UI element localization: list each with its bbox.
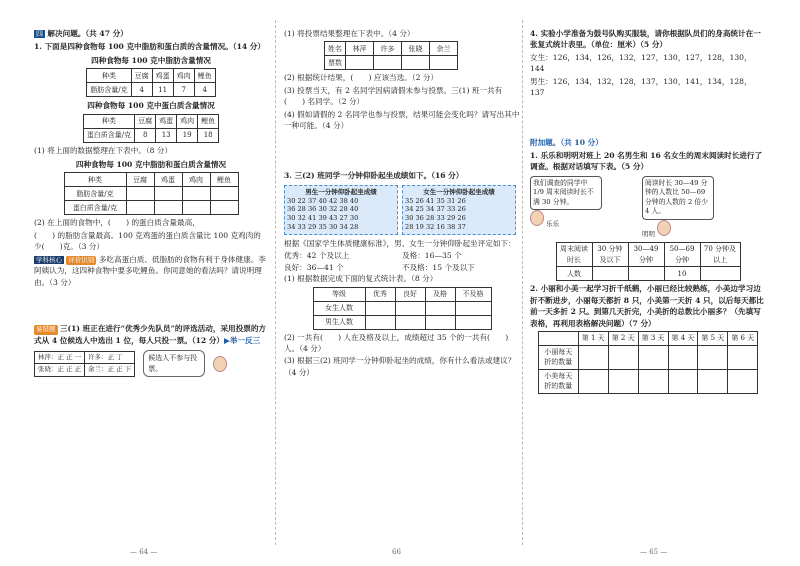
protein-table (83, 114, 219, 143)
answer-cell[interactable] (430, 56, 458, 70)
score-boxes (284, 185, 520, 235)
question-1-1: (1) 将上面的数据整理在下表中。（8 分） (34, 145, 173, 155)
answer-cell[interactable] (365, 301, 395, 315)
level-grid (284, 250, 520, 273)
question-2-1: (1) 将投票结果整理在下表中。（4 分） (284, 29, 415, 38)
extra-title: 附加题。（共 10 分） (530, 138, 603, 148)
cell: 70 分钟及以上 (700, 243, 740, 267)
page-number-mid: 66 (392, 548, 401, 556)
cell: 林萍：正 正 一 (35, 351, 85, 364)
cell: 19 (177, 128, 198, 142)
middle-column (284, 28, 520, 379)
answer-cell[interactable] (154, 201, 182, 215)
cell: 豆腐 (135, 114, 156, 128)
cell: 等级 (313, 287, 365, 301)
corner-cell (538, 331, 578, 345)
score-row: 30 32 41 39 43 27 30 (287, 214, 359, 223)
cell: 鲤鱼 (194, 69, 215, 83)
cell: 7 (173, 83, 194, 97)
extra-question-2: 2. 小丽和小美一起学习折千纸鹤，小丽已经比较熟练，小美边学习边折不断进步，小丽每天都折 8 只，小美第一天折 4 只，以后每天都比前一天多折 2 只。到第几天折完，小美折的总数比小丽多？（先填写表格，再利用表格解决问题）（7 分） (530, 284, 764, 328)
kid-name: 乐乐 (546, 220, 560, 229)
boys-heights: 男生：126，134，132，128，137，130，141，134，128，137 (530, 76, 752, 97)
score-row: 34 25 34 37 33 26 (405, 205, 466, 214)
answer-cell[interactable] (578, 345, 608, 369)
cell: 许多：正 丁 (85, 351, 135, 364)
cell: 50—69 分钟 (664, 243, 700, 267)
cell: 鸡肉 (177, 114, 198, 128)
extra-question-1: 1. 乐乐和明明对班上 20 名男生和 16 名女生的周末阅读时长进行了调查。根据对话填写下表。（5 分） (530, 150, 763, 172)
right-column (530, 28, 766, 396)
answer-cell[interactable] (395, 315, 425, 329)
related-link[interactable]: ▶举一反三 (224, 335, 261, 345)
answer-cell[interactable] (210, 187, 238, 201)
answer-cell[interactable] (346, 56, 374, 70)
crane-table (538, 331, 758, 394)
score-row: 30 36 28 33 29 26 (405, 214, 466, 223)
cell: 鸡肉 (182, 173, 210, 187)
cell: 鲤鱼 (198, 114, 219, 128)
score-row: 35 26 41 35 31 26 (405, 196, 466, 205)
cell: 许多 (374, 42, 402, 56)
cell: 鸡肉 (173, 69, 194, 83)
cell: 人数 (556, 267, 592, 281)
answer-cell[interactable] (728, 369, 758, 393)
speech-mingming: 阅读时长 30—49 分钟的人数比 50—69 分钟的人数的 2 倍少 4 人。 (642, 176, 714, 220)
answer-cell[interactable] (728, 345, 758, 369)
cell: 优秀 (365, 287, 395, 301)
answer-cell[interactable] (638, 345, 668, 369)
cell: 不及格 (455, 287, 491, 301)
section-badge: 四 (36, 30, 43, 38)
page-number-left: — 64 — (130, 548, 158, 556)
answer-cell[interactable] (425, 315, 455, 329)
question-1-3: 多吃高蛋白质、低脂肪的食物有利于身体健康。李阿姨认为，这四种食物中要多吃鲤鱼。你同意她的看法吗？请说明理由。（3 分） (34, 254, 266, 287)
level-table (313, 287, 492, 330)
cell: 小美每天折的数量 (538, 369, 578, 393)
fat-table (86, 68, 215, 97)
answer-cell[interactable] (628, 267, 664, 281)
cell: 种类 (64, 173, 126, 187)
answer-cell[interactable] (455, 301, 491, 315)
cell: 鸡蛋 (156, 114, 177, 128)
question-1-2b: ( ) 的脂肪含量最高。100 克鸡蛋的蛋白质含量比 100 克鸡肉的少( )克。（3 分） (34, 230, 261, 252)
girl-scores (402, 185, 516, 235)
kid-mingming (642, 220, 714, 240)
cell: 余兰：正 正 下 (85, 364, 135, 377)
answer-cell[interactable] (700, 267, 740, 281)
answer-cell[interactable] (668, 369, 698, 393)
answer-cell[interactable] (395, 301, 425, 315)
answer-cell[interactable] (402, 56, 430, 70)
cell: 脂肪含量/克 (87, 83, 131, 97)
cell: 豆腐 (126, 173, 154, 187)
vote-tally-table (34, 351, 135, 378)
speech-lele: 我们调查的同学中 1/9 周末阅读时长不满 30 分钟。 (530, 176, 602, 211)
cell: 余兰 (430, 42, 458, 56)
answer-cell[interactable] (455, 315, 491, 329)
cell: 第 2 天 (608, 331, 638, 345)
answer-cell[interactable] (638, 369, 668, 393)
answer-cell[interactable] (608, 345, 638, 369)
kid-lele (530, 210, 602, 230)
tag-badge: 评价识别 (68, 255, 95, 264)
cell: 鸡蛋 (152, 69, 173, 83)
girls-heights: 女生：126，134，126，132，127，130，127，128，130，144 (530, 52, 752, 74)
section-title: 解决问题。（共 47 分） (47, 29, 128, 38)
level: 良好：36—41 个 (284, 262, 344, 272)
cell: 张晓 (402, 42, 430, 56)
speech-bubble: 候选人不参与投票。 (143, 350, 205, 377)
answer-cell[interactable] (126, 201, 154, 215)
cell: 4 (131, 83, 152, 97)
answer-cell[interactable] (210, 201, 238, 215)
question-2-4: (4) 假如请假的 2 名同学也参与投票，结果可能会变化吗？请写出其中一种可能。（4 分） (284, 109, 520, 130)
answer-cell[interactable] (592, 267, 628, 281)
cell: 10 (664, 267, 700, 281)
cell: 票数 (325, 56, 346, 70)
cell: 周末阅读时长 (556, 243, 592, 267)
score-row: 30 22 37 40 42 38 40 (287, 196, 359, 205)
cell: 鲤鱼 (210, 173, 238, 187)
cell: 蛋白质含量/克 (83, 128, 134, 142)
cell: 13 (156, 128, 177, 142)
boy-title: 男生一分钟仰卧起坐成绩 (305, 187, 377, 196)
dialogue (530, 176, 766, 240)
vote-table (324, 41, 458, 70)
score-row: 34 33 29 35 30 34 28 (287, 223, 359, 232)
answer-cell[interactable] (698, 369, 728, 393)
question-2: 三(1) 班正在进行“优秀少先队员”的评选活动，采用投票的方式从 4 位候选人中选出 1 位，每人只投一票。（12 分） (34, 324, 267, 345)
cell: 第 6 天 (728, 331, 758, 345)
cell: 8 (135, 128, 156, 142)
cell: 第 5 天 (698, 331, 728, 345)
level: 不及格：15 个及以下 (402, 262, 475, 272)
answer-cell[interactable] (154, 187, 182, 201)
cell: 种类 (87, 69, 131, 83)
table-1-title: 四种食物每 100 克中脂肪含量情况 (91, 55, 211, 65)
cell: 30 分钟及以下 (592, 243, 628, 267)
page-number-right: — 65 — (640, 548, 668, 556)
vote-record (34, 350, 268, 377)
level: 优秀：42 个及以上 (284, 251, 350, 261)
cell: 男生人数 (313, 315, 365, 329)
answer-cell[interactable] (365, 315, 395, 329)
kid-name: 明明 (642, 229, 655, 238)
cell: 种类 (83, 114, 134, 128)
combined-table (64, 172, 239, 215)
level: 及格：16—35 个 (402, 251, 462, 261)
cell: 蛋白质含量/克 (64, 201, 126, 215)
score-row: 36 28 36 30 32 28 40 (287, 205, 359, 214)
girl-title: 女生一分钟仰卧起坐成绩 (423, 187, 495, 196)
question-4: 4. 实验小学准备为鼓号队购买服装，请你根据队员们的身高统计在一张复式统计表里。（单位：厘米）（5 分） (530, 29, 761, 50)
answer-cell[interactable] (698, 345, 728, 369)
error-badge: 易错题 (36, 325, 56, 334)
cell: 脂肪含量/克 (64, 187, 126, 201)
cell: 小丽每天折的数量 (538, 345, 578, 369)
question-2-2: (2) 根据统计结果，( ) 应该当选。（2 分） (284, 73, 439, 83)
core-badge: 学科核心 (36, 255, 62, 264)
question-2-3: (3) 投票当天，有 2 名同学因病请假未参与投票。三(1) 班一共有( ) 名同学。（2 分） (284, 85, 503, 107)
answer-cell[interactable] (374, 56, 402, 70)
answer-cell[interactable] (608, 369, 638, 393)
cell: 鸡蛋 (154, 173, 182, 187)
boy-scores (284, 185, 398, 235)
answer-cell[interactable] (668, 345, 698, 369)
question-3-3: (3) 根据三(2) 班同学一分钟仰卧起坐的成绩，你有什么看法或建议？（4 分） (284, 356, 516, 377)
left-column (34, 28, 268, 377)
girl-avatar-icon (213, 356, 227, 372)
question-1-2a: (2) 在上面的食物中，( ) 的蛋白质含量最高， (34, 218, 200, 228)
cell: 18 (198, 128, 219, 142)
boy-avatar-icon (530, 210, 544, 226)
cell: 姓名 (325, 42, 346, 56)
answer-cell[interactable] (126, 187, 154, 201)
table-3-title: 四种食物每 100 克中脂肪和蛋白质含量情况 (75, 160, 227, 170)
standard-text: 根据《国家学生体质健康标准》，男、女生一分钟仰卧起坐评定如下： (284, 239, 516, 249)
cell: 4 (194, 83, 215, 97)
cell: 女生人数 (313, 301, 365, 315)
cell: 第 3 天 (638, 331, 668, 345)
question-3-1: (1) 根据数据完成下面的复式统计表。（8 分） (284, 274, 438, 284)
answer-cell[interactable] (425, 301, 455, 315)
table-2-title: 四种食物每 100 克中蛋白质含量情况 (87, 101, 215, 111)
cell: 30—49 分钟 (628, 243, 664, 267)
dialogue-right (642, 176, 714, 240)
cell: 第 4 天 (668, 331, 698, 345)
cell: 豆腐 (131, 69, 152, 83)
question-1: 1. 下面是四种食物每 100 克中脂肪和蛋白质的含量情况。（14 分） (34, 41, 265, 51)
cell: 11 (152, 83, 173, 97)
cell: 第 1 天 (578, 331, 608, 345)
dialogue-left (530, 176, 602, 230)
cell: 及格 (425, 287, 455, 301)
score-row: 28 19 32 16 38 37 (405, 223, 466, 232)
boy-avatar-icon (657, 220, 671, 236)
cell: 林萍 (346, 42, 374, 56)
cell: 良好 (395, 287, 425, 301)
answer-cell[interactable] (578, 369, 608, 393)
reading-table (556, 242, 741, 281)
cell: 张晓：正 正 正 (35, 364, 85, 377)
question-3: 3. 三(2) 班同学一分钟仰卧起坐成绩如下。（16 分） (284, 171, 464, 181)
answer-cell[interactable] (182, 187, 210, 201)
question-3-2: (2) 一共有( ) 人在及格及以上，成绩超过 35 个的一共有( ) 人。（4 分） (284, 332, 509, 354)
answer-cell[interactable] (182, 201, 210, 215)
